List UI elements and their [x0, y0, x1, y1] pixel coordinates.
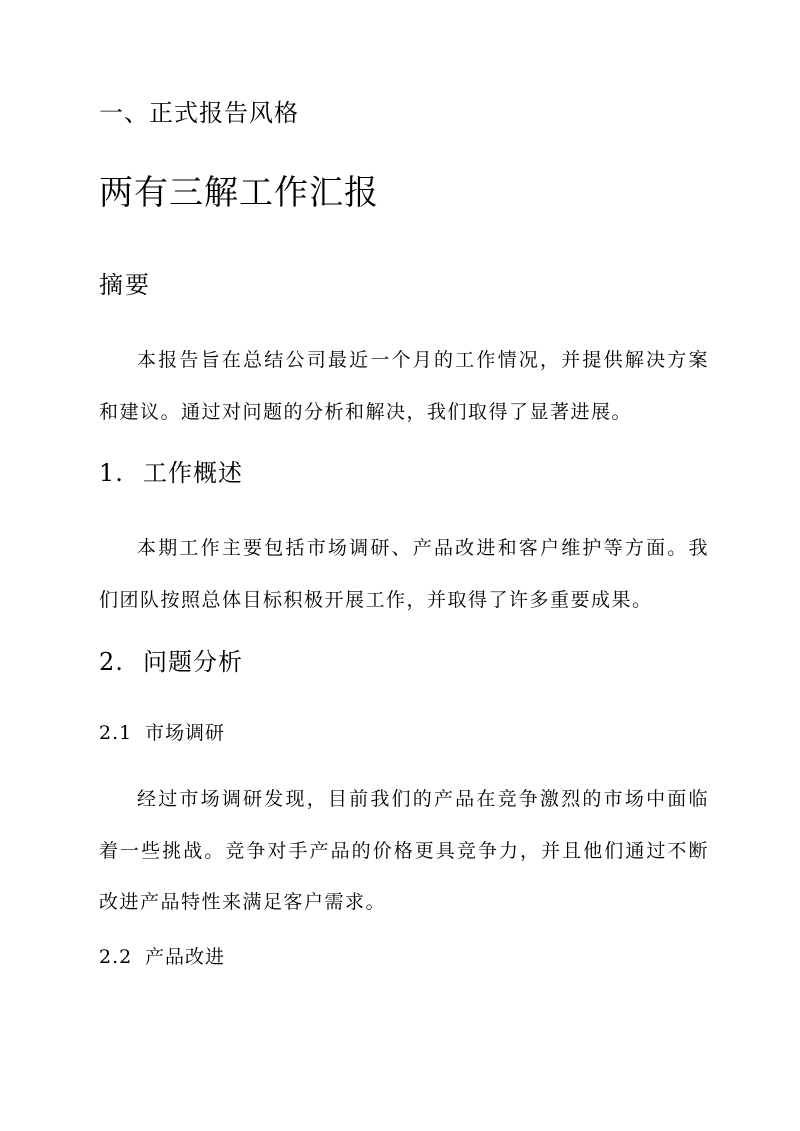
subsection-heading-market-research: [99, 724, 225, 743]
section-heading-problem-analysis: [99, 650, 243, 674]
section-title: 工作概述: [143, 459, 243, 487]
section-title: 问题分析: [143, 648, 243, 676]
document-title: 两有三解工作汇报: [99, 173, 379, 213]
section-number: 1.: [99, 459, 124, 487]
section-number: 2.: [99, 648, 124, 676]
subsection-number: 2.1: [99, 722, 133, 744]
subsection-title: 市场调研: [145, 722, 226, 744]
subsection-heading-product-improvement: [99, 948, 225, 967]
subsection-number: 2.2: [99, 946, 133, 968]
section-label: 一、正式报告风格: [99, 99, 299, 127]
market-research-paragraph: 经过市场调研发现，目前我们的产品在竞争激烈的市场中面临着一些挑战。竞争对手产品的价格更具竞争力，并且他们通过不断改进产品特性来满足客户需求。: [99, 788, 709, 913]
subsection-title: 产品改进: [145, 946, 226, 968]
overview-paragraph: 本期工作主要包括市场调研、产品改进和客户维护等方面。我们团队按照总体目标积极开展工作，并取得了许多重要成果。: [99, 537, 709, 611]
section-heading-overview: [99, 461, 243, 485]
abstract-heading: 摘要: [99, 271, 151, 299]
abstract-paragraph: 本报告旨在总结公司最近一个月的工作情况，并提供解决方案和建议。通过对问题的分析和解决，我们取得了显著进展。: [99, 349, 709, 423]
